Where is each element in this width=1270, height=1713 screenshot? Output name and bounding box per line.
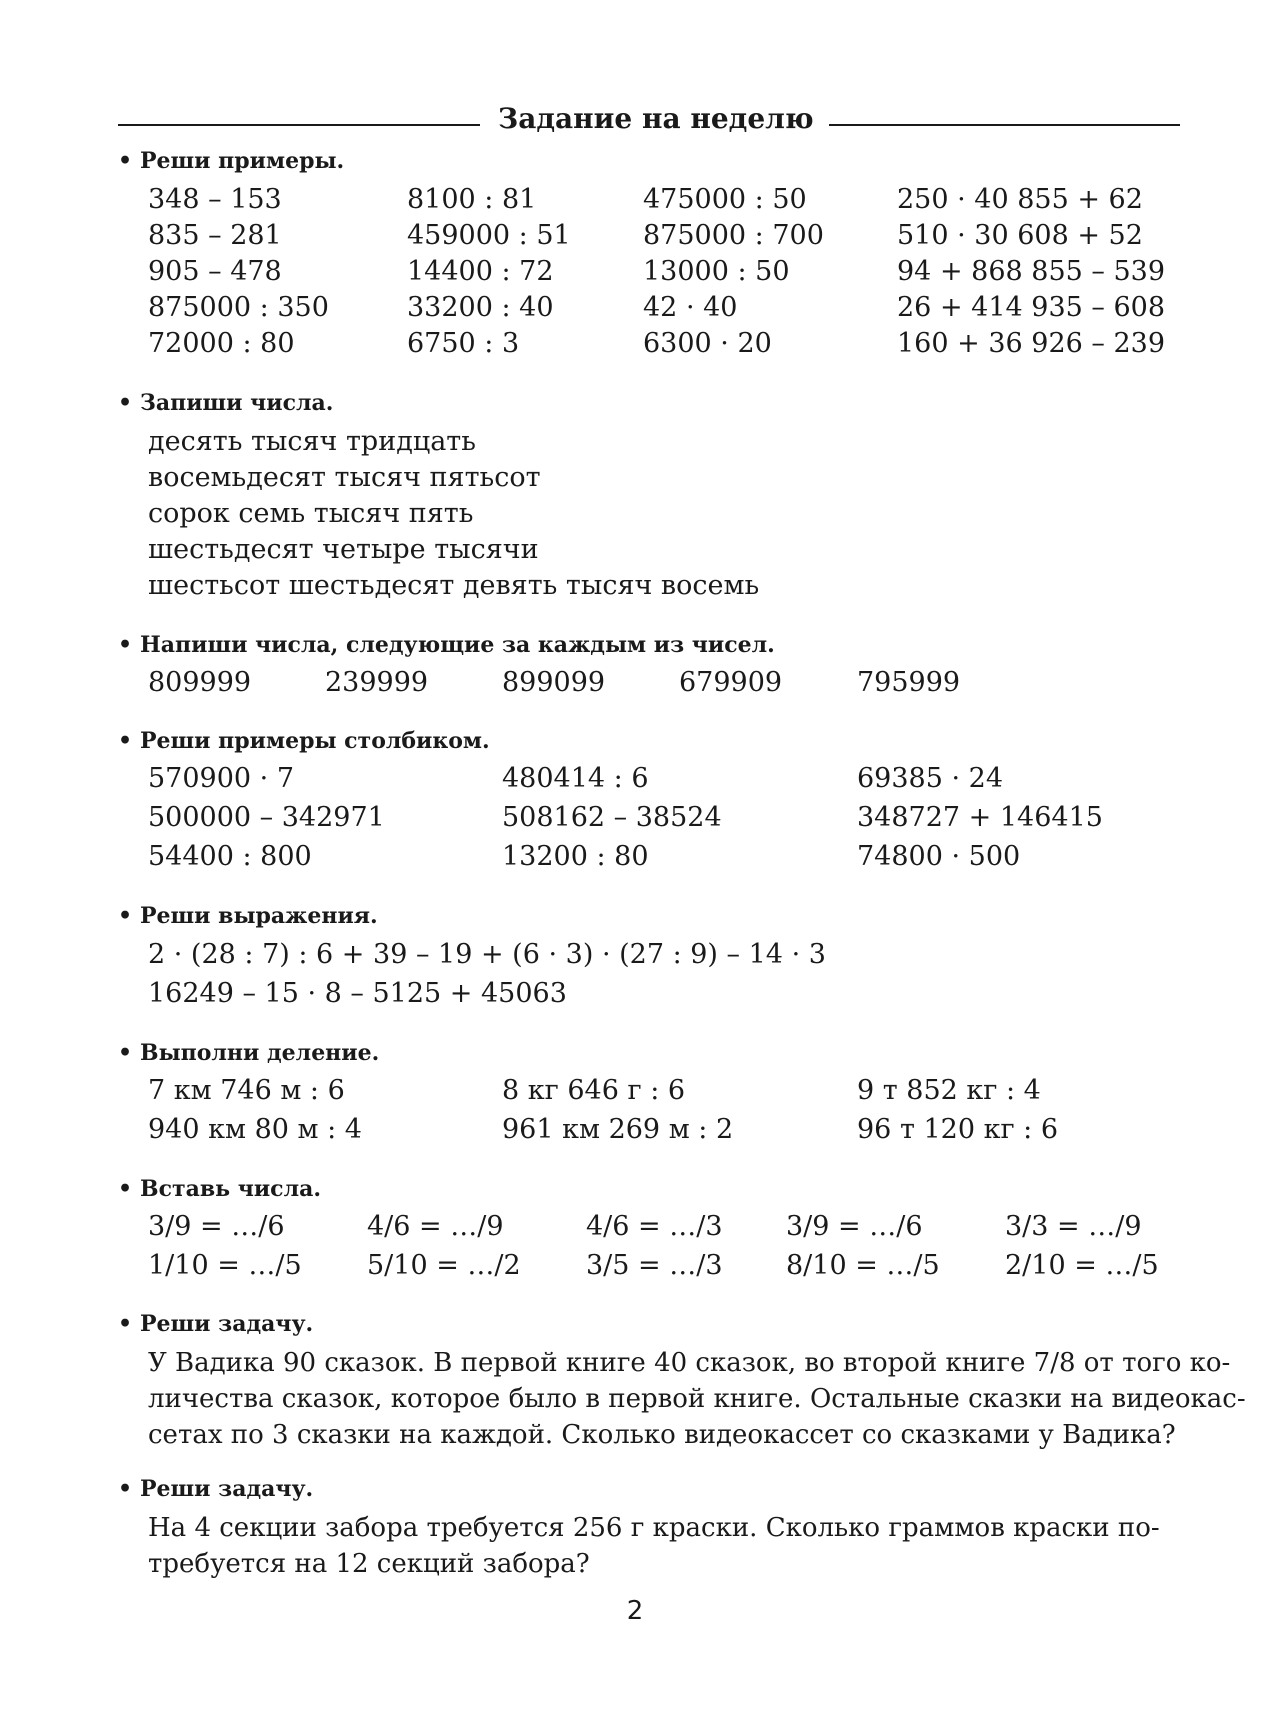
- s2-line-5: шестьсот шестьдесят девять тысяч восемь: [148, 570, 760, 601]
- s1-c4-r1: 250 · 40 855 + 62: [897, 184, 1143, 215]
- title-row: [118, 98, 1180, 142]
- s7-r1-c2: 4/6 = …/9: [367, 1211, 504, 1242]
- s4-c3-r1: 69385 · 24: [857, 763, 1003, 794]
- s1-c1-r2: 835 – 281: [148, 220, 282, 251]
- bullet: •: [118, 632, 133, 658]
- s4-c3-r2: 348727 + 146415: [857, 802, 1103, 833]
- title-rule-left: [118, 124, 480, 126]
- s1-c3-r4: 42 · 40: [643, 292, 738, 323]
- s3-number-1: 809999: [148, 667, 252, 698]
- section-heading-8: [118, 1311, 313, 1337]
- bullet: •: [118, 1476, 133, 1502]
- s1-c4-r4: 26 + 414 935 – 608: [897, 292, 1165, 323]
- s1-c3-r5: 6300 · 20: [643, 328, 772, 359]
- heading-text: Реши задачу.: [140, 1476, 314, 1502]
- section-heading-9: [118, 1476, 313, 1502]
- s1-c2-r5: 6750 : 3: [407, 328, 520, 359]
- s1-c3-r2: 875000 : 700: [643, 220, 824, 251]
- bullet: •: [118, 390, 133, 416]
- section-heading-3: [118, 632, 775, 658]
- s1-c1-r3: 905 – 478: [148, 256, 282, 287]
- s8-line-3: сетах по 3 сказки на каждой. Сколько видеокассет со сказками у Вадика?: [148, 1420, 1176, 1450]
- section-heading-7: [118, 1176, 321, 1202]
- s1-c3-r1: 475000 : 50: [643, 184, 807, 215]
- s6-c2-r1: 8 кг 646 г : 6: [502, 1075, 686, 1106]
- s3-number-3: 899099: [502, 667, 606, 698]
- s5-line-2: 16249 – 15 · 8 – 5125 + 45063: [148, 978, 567, 1009]
- heading-text: Реши выражения.: [140, 903, 378, 929]
- s2-line-1: десять тысяч тридцать: [148, 426, 476, 457]
- s2-line-2: восемьдесят тысяч пятьсот: [148, 462, 541, 493]
- heading-text: Напиши числа, следующие за каждым из чисел.: [140, 632, 775, 658]
- s1-c2-r1: 8100 : 81: [407, 184, 537, 215]
- heading-text: Вставь числа.: [140, 1176, 321, 1202]
- heading-text: Выполни деление.: [140, 1040, 380, 1066]
- s1-c1-r5: 72000 : 80: [148, 328, 295, 359]
- s6-c3-r2: 96 т 120 кг : 6: [857, 1114, 1059, 1145]
- s1-c4-r2: 510 · 30 608 + 52: [897, 220, 1143, 251]
- s6-c1-r2: 940 км 80 м : 4: [148, 1114, 362, 1145]
- s7-r2-c3: 3/5 = …/3: [586, 1250, 723, 1281]
- s1-c4-r3: 94 + 868 855 – 539: [897, 256, 1165, 287]
- heading-text: Реши примеры.: [140, 148, 345, 174]
- s8-line-2: личества сказок, которое было в первой книге. Остальные сказки на видеокас-: [148, 1384, 1246, 1414]
- s3-number-5: 795999: [857, 667, 961, 698]
- bullet: •: [118, 1176, 133, 1202]
- s1-c2-r4: 33200 : 40: [407, 292, 554, 323]
- bullet: •: [118, 728, 133, 754]
- section-heading-1: [118, 148, 344, 174]
- section-heading-2: [118, 390, 333, 416]
- page-number: 2: [626, 1596, 644, 1626]
- s7-r2-c5: 2/10 = …/5: [1005, 1250, 1159, 1281]
- bullet: •: [118, 1040, 133, 1066]
- s1-c1-r1: 348 – 153: [148, 184, 282, 215]
- s2-line-4: шестьдесят четыре тысячи: [148, 534, 539, 565]
- s7-r1-c4: 3/9 = …/6: [786, 1211, 923, 1242]
- s4-c1-r1: 570900 · 7: [148, 763, 294, 794]
- s4-c2-r3: 13200 : 80: [502, 841, 649, 872]
- heading-text: Реши задачу.: [140, 1311, 314, 1337]
- s7-r1-c3: 4/6 = …/3: [586, 1211, 723, 1242]
- bullet: •: [118, 148, 133, 174]
- title-rule-right: [829, 124, 1180, 126]
- s1-c2-r3: 14400 : 72: [407, 256, 554, 287]
- s9-line-2: требуется на 12 секций забора?: [148, 1549, 590, 1579]
- bullet: •: [118, 903, 133, 929]
- s3-number-4: 679909: [679, 667, 783, 698]
- section-heading-5: [118, 903, 378, 929]
- page-title: Задание на неделю: [498, 102, 814, 135]
- s1-c4-r5: 160 + 36 926 – 239: [897, 328, 1165, 359]
- s7-r1-c1: 3/9 = …/6: [148, 1211, 285, 1242]
- heading-text: Запиши числа.: [140, 390, 334, 416]
- s4-c2-r2: 508162 – 38524: [502, 802, 722, 833]
- s7-r2-c4: 8/10 = …/5: [786, 1250, 940, 1281]
- s4-c3-r3: 74800 · 500: [857, 841, 1021, 872]
- bullet: •: [118, 1311, 133, 1337]
- heading-text: Реши примеры столбиком.: [140, 728, 490, 754]
- s5-line-1: 2 · (28 : 7) : 6 + 39 – 19 + (6 · 3) · (27 : 9) – 14 · 3: [148, 939, 826, 970]
- s8-line-1: У Вадика 90 сказок. В первой книге 40 сказок, во второй книге 7/8 от того ко-: [148, 1348, 1231, 1378]
- s4-c1-r2: 500000 – 342971: [148, 802, 385, 833]
- s1-c2-r2: 459000 : 51: [407, 220, 571, 251]
- s6-c2-r2: 961 км 269 м : 2: [502, 1114, 734, 1145]
- s7-r1-c5: 3/3 = …/9: [1005, 1211, 1142, 1242]
- s4-c1-r3: 54400 : 800: [148, 841, 312, 872]
- s6-c3-r1: 9 т 852 кг : 4: [857, 1075, 1041, 1106]
- section-heading-6: [118, 1040, 379, 1066]
- s1-c3-r3: 13000 : 50: [643, 256, 790, 287]
- s6-c1-r1: 7 км 746 м : 6: [148, 1075, 345, 1106]
- s3-number-2: 239999: [325, 667, 429, 698]
- s2-line-3: сорок семь тысяч пять: [148, 498, 474, 529]
- s9-line-1: На 4 секции забора требуется 256 г краски. Сколько граммов краски по-: [148, 1513, 1160, 1543]
- s1-c1-r4: 875000 : 350: [148, 292, 329, 323]
- section-heading-4: [118, 728, 490, 754]
- s7-r2-c2: 5/10 = …/2: [367, 1250, 521, 1281]
- s7-r2-c1: 1/10 = …/5: [148, 1250, 302, 1281]
- s4-c2-r1: 480414 : 6: [502, 763, 649, 794]
